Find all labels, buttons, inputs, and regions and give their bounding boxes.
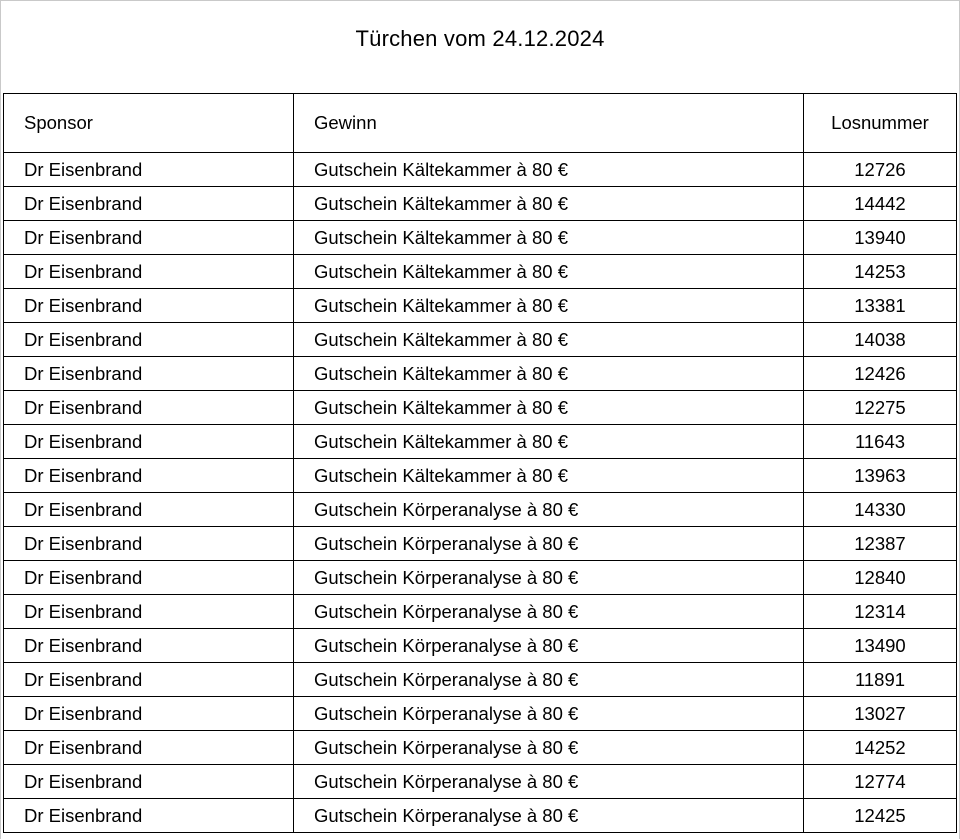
cell-losnummer: 14330 [804,493,957,527]
table-row [4,289,957,323]
cell-gewinn: Gutschein Kältekammer à 80 € [294,425,804,459]
cell-losnummer: 13381 [804,289,957,323]
cell-sponsor: Dr Eisenbrand [4,391,294,425]
prize-table [3,93,957,833]
cell-sponsor: Dr Eisenbrand [4,357,294,391]
cell-sponsor: Dr Eisenbrand [4,799,294,833]
cell-losnummer: 12387 [804,527,957,561]
header-losnummer: Losnummer [804,94,957,153]
table-body [4,153,957,833]
cell-losnummer: 12314 [804,595,957,629]
table-row [4,527,957,561]
cell-losnummer: 12840 [804,561,957,595]
table-row [4,561,957,595]
cell-losnummer: 14252 [804,731,957,765]
cell-sponsor: Dr Eisenbrand [4,697,294,731]
table-row [4,799,957,833]
cell-gewinn: Gutschein Kältekammer à 80 € [294,187,804,221]
cell-sponsor: Dr Eisenbrand [4,731,294,765]
cell-gewinn: Gutschein Körperanalyse à 80 € [294,765,804,799]
table-row [4,425,957,459]
cell-sponsor: Dr Eisenbrand [4,187,294,221]
cell-gewinn: Gutschein Kältekammer à 80 € [294,323,804,357]
table-row [4,493,957,527]
table-row [4,765,957,799]
table-row [4,153,957,187]
cell-gewinn: Gutschein Körperanalyse à 80 € [294,799,804,833]
cell-sponsor: Dr Eisenbrand [4,255,294,289]
cell-gewinn: Gutschein Körperanalyse à 80 € [294,697,804,731]
cell-losnummer: 13490 [804,629,957,663]
table-header-row [4,94,957,153]
cell-sponsor: Dr Eisenbrand [4,425,294,459]
cell-losnummer: 12726 [804,153,957,187]
cell-gewinn: Gutschein Kältekammer à 80 € [294,221,804,255]
cell-gewinn: Gutschein Körperanalyse à 80 € [294,629,804,663]
cell-losnummer: 13963 [804,459,957,493]
table-row [4,391,957,425]
table-row [4,731,957,765]
table-row [4,459,957,493]
cell-losnummer: 14253 [804,255,957,289]
cell-gewinn: Gutschein Kältekammer à 80 € [294,459,804,493]
cell-sponsor: Dr Eisenbrand [4,595,294,629]
table-row [4,187,957,221]
table-row [4,323,957,357]
cell-losnummer: 13027 [804,697,957,731]
cell-gewinn: Gutschein Kältekammer à 80 € [294,391,804,425]
page-title: Türchen vom 24.12.2024 [355,26,605,51]
cell-sponsor: Dr Eisenbrand [4,153,294,187]
cell-losnummer: 12426 [804,357,957,391]
table-row [4,629,957,663]
table-row [4,595,957,629]
table-row [4,697,957,731]
cell-gewinn: Gutschein Körperanalyse à 80 € [294,493,804,527]
cell-gewinn: Gutschein Kältekammer à 80 € [294,357,804,391]
cell-sponsor: Dr Eisenbrand [4,221,294,255]
cell-losnummer: 14038 [804,323,957,357]
cell-gewinn: Gutschein Kältekammer à 80 € [294,289,804,323]
cell-gewinn: Gutschein Körperanalyse à 80 € [294,663,804,697]
cell-losnummer: 11891 [804,663,957,697]
cell-sponsor: Dr Eisenbrand [4,323,294,357]
cell-losnummer: 13940 [804,221,957,255]
cell-gewinn: Gutschein Kältekammer à 80 € [294,153,804,187]
table-row [4,357,957,391]
cell-gewinn: Gutschein Körperanalyse à 80 € [294,595,804,629]
cell-losnummer: 11643 [804,425,957,459]
cell-sponsor: Dr Eisenbrand [4,765,294,799]
cell-sponsor: Dr Eisenbrand [4,663,294,697]
cell-sponsor: Dr Eisenbrand [4,527,294,561]
cell-losnummer: 12425 [804,799,957,833]
cell-losnummer: 14442 [804,187,957,221]
header-sponsor: Sponsor [4,94,294,153]
cell-losnummer: 12774 [804,765,957,799]
cell-losnummer: 12275 [804,391,957,425]
cell-sponsor: Dr Eisenbrand [4,493,294,527]
cell-sponsor: Dr Eisenbrand [4,289,294,323]
table-row [4,221,957,255]
table-row [4,663,957,697]
table-row [4,255,957,289]
cell-gewinn: Gutschein Körperanalyse à 80 € [294,731,804,765]
cell-gewinn: Gutschein Körperanalyse à 80 € [294,527,804,561]
cell-sponsor: Dr Eisenbrand [4,629,294,663]
cell-sponsor: Dr Eisenbrand [4,459,294,493]
header-gewinn: Gewinn [294,94,804,153]
cell-gewinn: Gutschein Kältekammer à 80 € [294,255,804,289]
cell-gewinn: Gutschein Körperanalyse à 80 € [294,561,804,595]
cell-sponsor: Dr Eisenbrand [4,561,294,595]
